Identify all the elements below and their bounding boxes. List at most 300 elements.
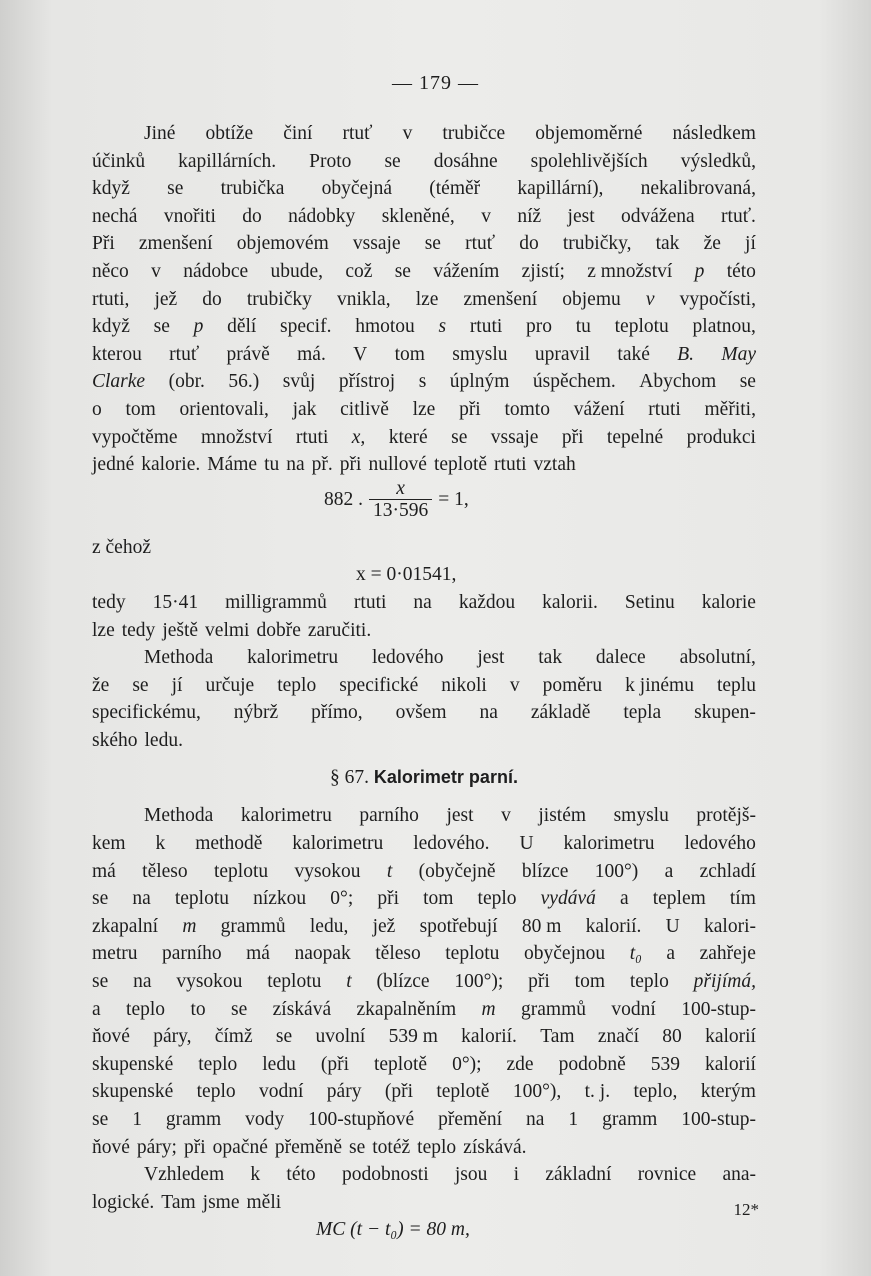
word: kem [92, 833, 126, 855]
word: se [451, 426, 468, 448]
word: kalorie. [141, 454, 201, 476]
word: čímž [214, 1026, 253, 1048]
word: obtíže [205, 123, 254, 144]
word: nízkou [253, 888, 307, 910]
fraction-denominator: 13·596 [369, 499, 432, 522]
text-line [92, 699, 756, 727]
formula-3: MC (t − t₀) = 80 m, [316, 1219, 470, 1241]
word: lze [415, 288, 439, 310]
word: vysokou [176, 971, 243, 993]
signature-mark: 12* [733, 1200, 759, 1219]
word: značí [597, 1026, 640, 1048]
word: a [92, 998, 101, 1020]
word: měřiti, [704, 398, 756, 420]
word: na [413, 591, 432, 613]
paragraph-2 [92, 589, 756, 644]
word: k [155, 833, 166, 855]
word: a [666, 943, 676, 965]
word: ňové [92, 1136, 130, 1158]
word: se [92, 888, 109, 910]
word: 1 [132, 1109, 142, 1130]
word: když [92, 316, 130, 338]
word: teplo [198, 1053, 238, 1075]
word: 100°); [454, 971, 504, 993]
word: úplným [449, 371, 510, 393]
word: při [459, 398, 481, 420]
word: jest [477, 647, 505, 669]
word: následkem [672, 123, 756, 144]
word: nýbrž [233, 702, 279, 724]
word: základní [545, 1164, 612, 1186]
word: smyslu [613, 805, 669, 827]
word: teplotě [433, 454, 488, 476]
word: 0°; [330, 888, 354, 910]
word: totéž [372, 1136, 411, 1158]
word: kalorií. [585, 915, 642, 937]
word: Clarke [92, 371, 146, 393]
word: rovnice [637, 1164, 697, 1186]
section-title: Kalorimetr parní. [373, 767, 518, 788]
word: této [286, 1164, 316, 1186]
word: p [694, 260, 705, 282]
word: přístroj [338, 371, 396, 393]
word: základě [530, 702, 591, 724]
text-line [92, 148, 756, 176]
word: těleso [375, 943, 421, 965]
word: v [402, 123, 413, 144]
word: se [231, 998, 248, 1020]
word: nádobky [288, 205, 356, 227]
word: U [519, 833, 534, 855]
text-line [92, 996, 756, 1024]
word: rtuti [648, 398, 681, 420]
word: gramm [165, 1109, 222, 1130]
word: se [167, 178, 184, 200]
word: výsledků, [680, 150, 756, 172]
word: což [345, 260, 373, 282]
word: když [92, 178, 130, 200]
word: Máme [207, 454, 258, 476]
word: teplo [417, 1136, 457, 1158]
word: lze [412, 398, 436, 420]
word: o [92, 398, 102, 420]
word: teplo [477, 888, 517, 910]
text-line [92, 313, 756, 341]
word: ledu [262, 1053, 296, 1075]
text-line [92, 1051, 756, 1079]
word: (při [384, 1081, 413, 1103]
text-line [92, 968, 756, 996]
word: produkci [686, 426, 756, 448]
word: v [645, 288, 655, 310]
word: se [394, 260, 411, 282]
word: upravil [534, 343, 591, 365]
word: B. [677, 343, 695, 365]
word: na [132, 888, 151, 910]
word: kapillárních. [178, 150, 277, 172]
word: obyčejná [321, 178, 393, 200]
word: právě [226, 343, 270, 365]
paragraph-1 [92, 120, 756, 479]
word: 539 [650, 1053, 680, 1075]
word: kterým [700, 1081, 756, 1103]
word: se [384, 150, 401, 172]
word: trubičce [442, 123, 506, 144]
word: nechá [92, 205, 138, 227]
text-line [92, 341, 756, 369]
word: 80 m [521, 915, 562, 937]
word: logické. [92, 1191, 155, 1213]
word: kalorimetru [292, 833, 384, 855]
word: do [202, 288, 222, 310]
word: skupenské [92, 1053, 174, 1075]
word: rtuť [342, 123, 373, 144]
word: 100-stup- [681, 998, 756, 1020]
word: kterou [92, 343, 142, 365]
word: nikoli [441, 674, 487, 696]
word: V [353, 343, 368, 365]
word: teplotě [373, 1053, 428, 1075]
word: jí [171, 674, 183, 696]
word: 100-stup- [681, 1109, 756, 1130]
word: 1 [568, 1109, 579, 1130]
word: blízce [521, 860, 569, 882]
word: kalorimetru [247, 647, 339, 669]
word: svůj [282, 371, 316, 393]
formula-1-factor: 882 . [324, 489, 363, 510]
word: spolehlivějších [530, 150, 648, 172]
word: tu [575, 316, 591, 338]
word: zmenšení [138, 233, 213, 255]
text-line [92, 1134, 756, 1162]
word: m [182, 915, 197, 937]
word: se [275, 1026, 293, 1048]
word: specif. [280, 316, 332, 338]
text-line [92, 424, 756, 452]
page-number: — 179 — [392, 72, 479, 94]
word: přeměně [274, 1136, 343, 1158]
word: se [92, 971, 109, 993]
word: měli [246, 1191, 282, 1213]
word: ubude, [270, 260, 323, 282]
word: 100°), [512, 1081, 562, 1103]
word: tom [125, 398, 156, 420]
word: s [418, 371, 427, 393]
text-line [92, 1078, 756, 1106]
word: 56.) [228, 371, 260, 393]
word: činí [283, 123, 313, 144]
word: Setinu [624, 591, 675, 613]
word: Methoda [144, 647, 214, 669]
word: Proto [309, 150, 352, 172]
word: páry, [153, 1026, 192, 1048]
word: jež [154, 288, 178, 310]
word: nekalibrovaná, [640, 178, 756, 200]
word: dalece [595, 647, 646, 669]
word: zmenšení [463, 288, 538, 310]
word: zaručiti. [307, 619, 372, 641]
word: v [481, 205, 491, 227]
word: při [528, 971, 550, 993]
word: obyčejnou [523, 943, 606, 965]
word: se [92, 1109, 109, 1130]
word: a [664, 860, 674, 882]
word: kalori- [704, 915, 756, 937]
word: v [151, 260, 161, 282]
text-line [92, 802, 756, 830]
word: smyslu [452, 343, 508, 365]
word: rtuti, [92, 288, 130, 310]
word: (téměř [429, 178, 481, 200]
word: kalorimetru [240, 805, 332, 827]
word: specifické [339, 674, 419, 696]
word: vysokou [294, 860, 361, 882]
word: přijímá, [693, 971, 756, 993]
text-line [92, 1106, 756, 1134]
word: podobnosti [341, 1164, 429, 1186]
word: zde [506, 1053, 534, 1075]
formula-2-row [92, 561, 756, 589]
word: m [481, 998, 496, 1020]
word: to [190, 998, 206, 1020]
word: tedy [92, 591, 126, 613]
word: na [133, 971, 152, 993]
word: k jinému [625, 674, 694, 696]
word: p [193, 316, 204, 338]
word: May [721, 343, 756, 365]
text-line [92, 1189, 756, 1217]
word: teplo [629, 971, 669, 993]
word: ještě [162, 619, 199, 641]
word: rtuť. [721, 205, 756, 227]
word: ana- [722, 1164, 756, 1186]
formula-3-row [92, 1216, 756, 1244]
word: získává [272, 998, 332, 1020]
word: 0°); [452, 1053, 482, 1075]
word: v [501, 805, 511, 827]
word: vssaje [352, 233, 401, 255]
word: teplo [126, 998, 166, 1020]
word: k [250, 1164, 261, 1186]
word: velmi [205, 619, 250, 641]
word: podobně [558, 1053, 626, 1075]
word: rtuť [169, 343, 200, 365]
text-line [92, 858, 756, 886]
text-line [92, 672, 756, 700]
z-cehoz-row [92, 534, 756, 562]
word: že [92, 674, 110, 696]
word: teplo [196, 1081, 236, 1103]
word: množství [200, 426, 273, 448]
word: zjistí; [521, 260, 565, 282]
word: Abychom [639, 371, 717, 393]
word: vnikla, [336, 288, 391, 310]
word: v [509, 674, 520, 696]
word: zchladí [699, 860, 756, 882]
word: 100°) [594, 860, 639, 882]
word: jedné [92, 454, 135, 476]
word: teplotu [267, 971, 322, 993]
word: trubičky, [562, 233, 632, 255]
word: níž [517, 205, 542, 227]
word: dobře [256, 619, 301, 641]
word: kalorií [705, 1026, 756, 1048]
word: teplotu [213, 860, 269, 882]
word: na [286, 454, 305, 476]
word: 15·41 [152, 591, 199, 613]
text-body [92, 120, 756, 1244]
fraction-numerator: x [396, 477, 405, 499]
word: tom [394, 343, 425, 365]
word: ňové [92, 1026, 130, 1048]
word: jí [745, 233, 756, 255]
word: jest [446, 805, 474, 827]
word: objemu [562, 288, 621, 310]
word: tepla [623, 702, 662, 724]
word: trubička [220, 178, 285, 200]
word: teplotu [445, 943, 500, 965]
word: t [386, 860, 393, 882]
word: teplo, [633, 1081, 678, 1103]
word: ledového [371, 647, 444, 669]
word: na [526, 1109, 545, 1130]
word: hmotou [355, 316, 415, 338]
word: kalorimetru [563, 833, 655, 855]
word: Tam [161, 1191, 196, 1213]
paragraph-3 [92, 644, 756, 754]
word: pro [526, 316, 553, 338]
word: při [339, 454, 362, 476]
word: absolutní, [679, 647, 756, 669]
word: objemovém [236, 233, 329, 255]
word: skupenské [92, 1081, 174, 1103]
word: 539 m [388, 1026, 438, 1048]
z-cehoz-label: z čehož [92, 536, 151, 558]
word: uvolní [315, 1026, 366, 1048]
word: zahřeje [699, 943, 756, 965]
word: Vzhledem [144, 1164, 225, 1186]
word: vodní [611, 998, 656, 1020]
word: naopak [294, 943, 351, 965]
word: teplotu [614, 316, 669, 338]
paragraph-4 [92, 802, 756, 1161]
word: získává. [463, 1136, 527, 1158]
word: přímo, [311, 702, 363, 724]
word: ledového [684, 833, 756, 855]
text-line [92, 644, 756, 672]
text-line [92, 120, 756, 148]
word: i [513, 1164, 520, 1186]
word: přemění [438, 1109, 503, 1130]
word: s [438, 316, 447, 338]
text-line [92, 286, 756, 314]
word: jistém [538, 805, 587, 827]
word: citlivě [340, 398, 389, 420]
word: určuje [205, 674, 255, 696]
word: platnou, [692, 316, 756, 338]
word: methodě [195, 833, 263, 855]
word: těleso [142, 860, 188, 882]
section-heading [92, 762, 756, 793]
word: tomto [504, 398, 550, 420]
text-line [92, 203, 756, 231]
word: se [153, 316, 170, 338]
word: odvážena [621, 205, 695, 227]
word: vážení [573, 398, 625, 420]
word: x, [351, 426, 366, 448]
word: ovšem [395, 702, 447, 724]
word: se [739, 371, 756, 393]
word: nádobce [183, 260, 249, 282]
word: U [665, 915, 680, 937]
word: gramm [602, 1109, 658, 1130]
word: Při [92, 233, 115, 255]
word: teplotu [174, 888, 230, 910]
word: grammů [220, 915, 286, 937]
heading-row [92, 754, 756, 802]
word: trubičky [246, 288, 312, 310]
text-line [92, 617, 756, 645]
word: nullové [368, 454, 427, 476]
word: teplotě [436, 1081, 490, 1103]
text-line [92, 589, 756, 617]
word: tu [264, 454, 280, 476]
word: kalorii. [542, 591, 598, 613]
word: dosáhne [433, 150, 498, 172]
word: (při [320, 1053, 349, 1075]
word: rtuti [494, 454, 527, 476]
word: Tam [540, 1026, 575, 1048]
word: vssaje [490, 426, 539, 448]
word: teplu [716, 674, 756, 696]
word: jak [292, 398, 317, 420]
word: Methoda [144, 805, 214, 827]
word: vztah [533, 454, 576, 476]
text-line [92, 1023, 756, 1051]
word: kalorií. [461, 1026, 517, 1048]
word: ledu. [144, 729, 183, 751]
word: páry; [136, 1136, 177, 1158]
word: se [349, 1136, 366, 1158]
fraction [369, 479, 432, 522]
word: do [242, 205, 262, 227]
word: lze [92, 619, 115, 641]
word: se [132, 674, 149, 696]
word: parního [359, 805, 419, 827]
word: zkapalní [92, 915, 159, 937]
word: se [424, 233, 441, 255]
word: při [183, 1136, 206, 1158]
word: poměru [542, 674, 603, 696]
word: má. [297, 343, 326, 365]
word: páry [326, 1081, 362, 1103]
word: t [346, 971, 352, 993]
word: rtuti [469, 316, 503, 338]
word: metru [92, 943, 138, 965]
word: objemoměrné [535, 123, 643, 144]
paragraph-5 [92, 1161, 756, 1216]
word: rtuti [353, 591, 387, 613]
word: ledu, [309, 915, 349, 937]
word: vypočtěme [92, 426, 178, 448]
word: že [703, 233, 721, 255]
word: tom [574, 971, 605, 993]
word: které [388, 426, 428, 448]
word: grammů [521, 998, 586, 1020]
word: jest [567, 205, 595, 227]
text-line [92, 230, 756, 258]
word: úspěchem. [532, 371, 616, 393]
